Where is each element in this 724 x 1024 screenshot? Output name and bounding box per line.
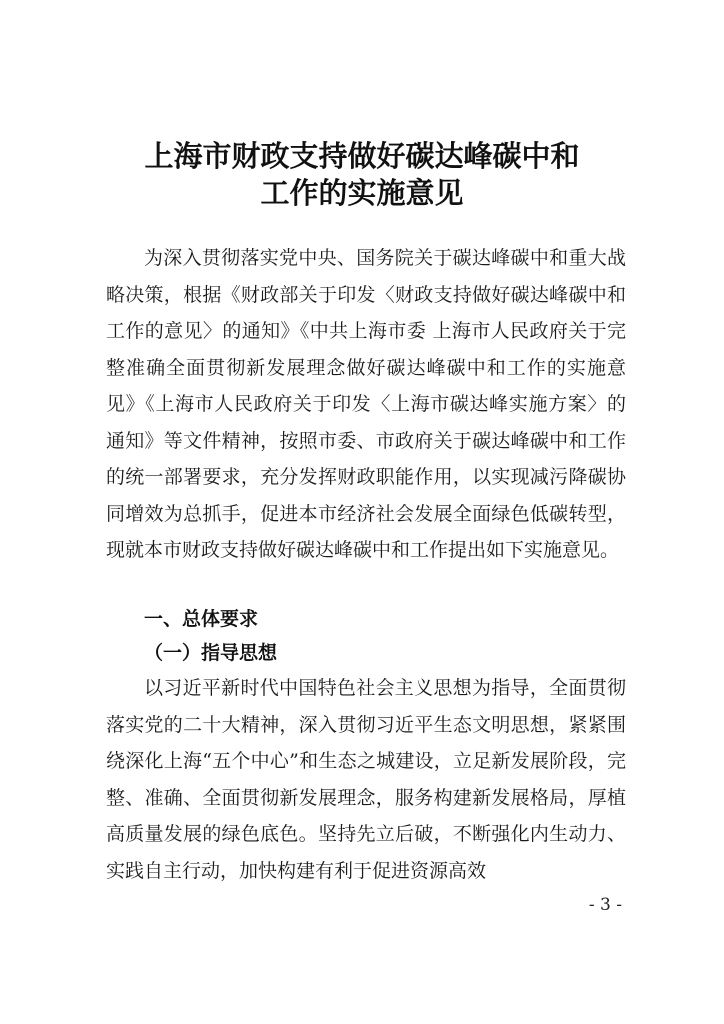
- section-heading-general-requirements: 一、总体要求: [144, 608, 259, 630]
- guiding-ideology-paragraph: 以习近平新时代中国特色社会主义思想为指导，全面贯彻落实党的二十大精神，深入贯彻习近平生态文明思想，紧紧围绕深化上海“五个中心”和生态之城建设，立足新发展阶段，完整、准确、全面贯彻新发展理念，服务构建新发展格局，厚植高质量发展的绿色底色。坚持先立后破，不断强化内生动力、实践自主行动，加快构建有利于促进资源高效: [106, 677, 626, 882]
- intro-section: [106, 240, 626, 569]
- subsection-heading-guiding-ideology: （一）指导思想: [144, 642, 278, 664]
- page-number: - 3 -: [588, 895, 622, 915]
- guiding-ideology-section: [106, 670, 626, 889]
- document-title-line-2: 工作的实施意见: [260, 176, 464, 210]
- intro-paragraph: 为深入贯彻落实党中央、国务院关于碳达峰碳中和重大战略决策，根据《财政部关于印发〈财政支持做好碳达峰碳中和工作的意见〉的通知》《中共上海市委 上海市人民政府关于完整准确全面贯彻新发展理念做好碳达峰碳中和工作的实施意见》《上海市人民政府关于印发〈上海市碳达峰实施方案〉的通知》等文件精神，按照市委、市政府关于碳达峰碳中和工作的统一部署要求，充分发挥财政职能作用，以实现减污降碳协同增效为总抓手，促进本市经济社会发展全面绿色低碳转型，现就本市财政支持做好碳达峰碳中和工作提出如下实施意见。: [106, 247, 626, 561]
- document-title-line-1: 上海市财政支持做好碳达峰碳中和: [144, 139, 580, 173]
